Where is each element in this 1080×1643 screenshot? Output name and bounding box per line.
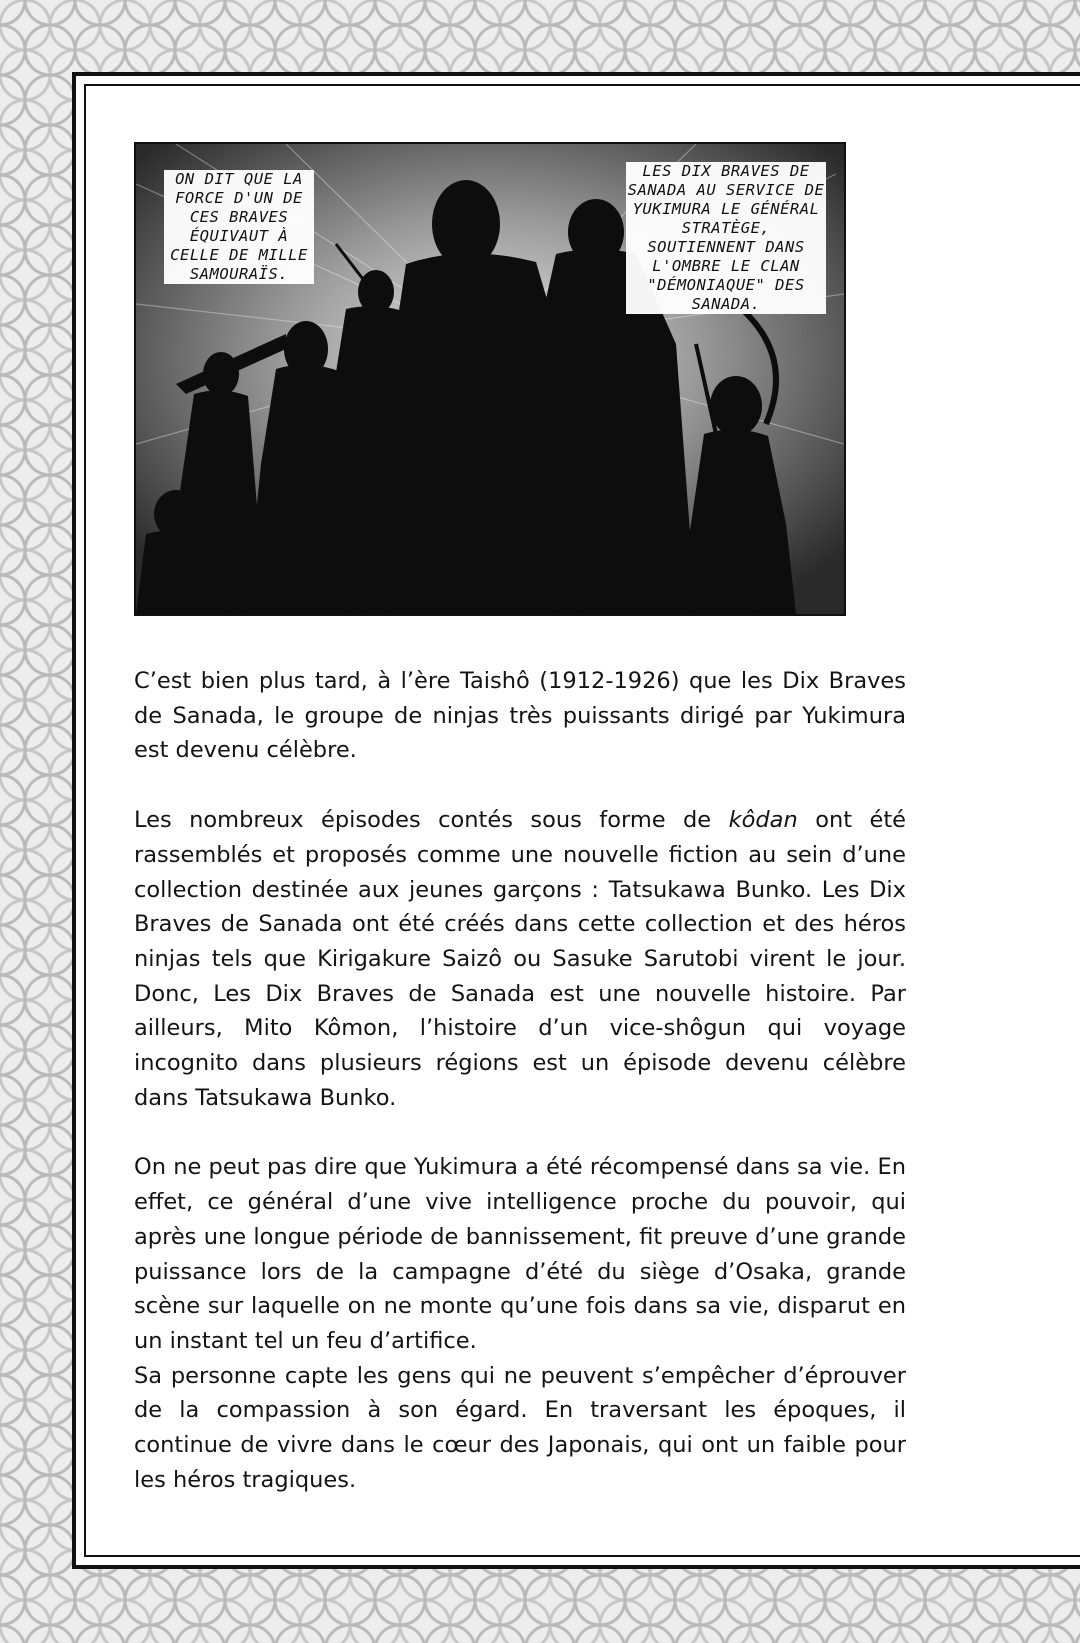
paragraph-2-end: ont été rassemblés et proposés comme une nouvelle fiction au sein d’une collection destinée aux jeunes garçons : Tatsukawa Bunko. Les Dix Braves de Sanada ont été créés dans cette collection et des héros ninjas tels que Kirigakure Saizô ou Sasuke Sarutobi virent le jour. Donc, Les Dix Braves de Sanada est une nouvelle histoire. Par ailleurs, Mito Kômon, l’histoire d’un vice-shôgun qui voyage incognito dans plusieurs régions est un épisode devenu célèbre dans Tatsukawa Bunko.	[134, 807, 906, 1111]
manga-panel	[134, 142, 846, 616]
article-body	[134, 664, 906, 1532]
paragraph-1: C’est bien plus tard, à l’ère Taishô (1912-1926) que les Dix Braves de Sanada, le groupe de ninjas très puissants dirigé par Yukimura est devenu célèbre.	[134, 668, 906, 764]
kodan-term: kôdan	[728, 807, 798, 834]
caption-left: ON DIT QUE LA FORCE D'UN DE CES BRAVES ÉQUIVAUT À CELLE DE MILLE SAMOURAÏS.	[164, 170, 314, 284]
paragraph-2	[134, 803, 906, 1115]
paragraph-4: Sa personne capte les gens qui ne peuvent s’empêcher d’éprouver de la compassion à son égard. En traversant les époques, il continue de vivre dans le cœur des Japonais, qui ont un faible pour les héros tragiques.	[134, 1362, 906, 1493]
caption-right: LES DIX BRAVES DE SANADA AU SERVICE DE YUKIMURA LE GÉNÉRAL STRATÈGE, SOUTIENNENT DANS L'OMBRE LE CLAN "DÉMONIAQUE" DES SANADA.	[627, 162, 825, 313]
paragraph-3: On ne peut pas dire que Yukimura a été récompensé dans sa vie. En effet, ce général d’une vive intelligence proche du pouvoir, qui après une longue période de bannissement, fit preuve d’une grande puissance lors de la campagne d’été du siège d’Osaka, grande scène sur laquelle on ne monte qu’une fois dans sa vie, disparut en un instant tel un feu d’artifice.	[134, 1154, 906, 1354]
paragraph-2-start: Les nombreux épisodes contés sous forme de	[134, 807, 729, 834]
